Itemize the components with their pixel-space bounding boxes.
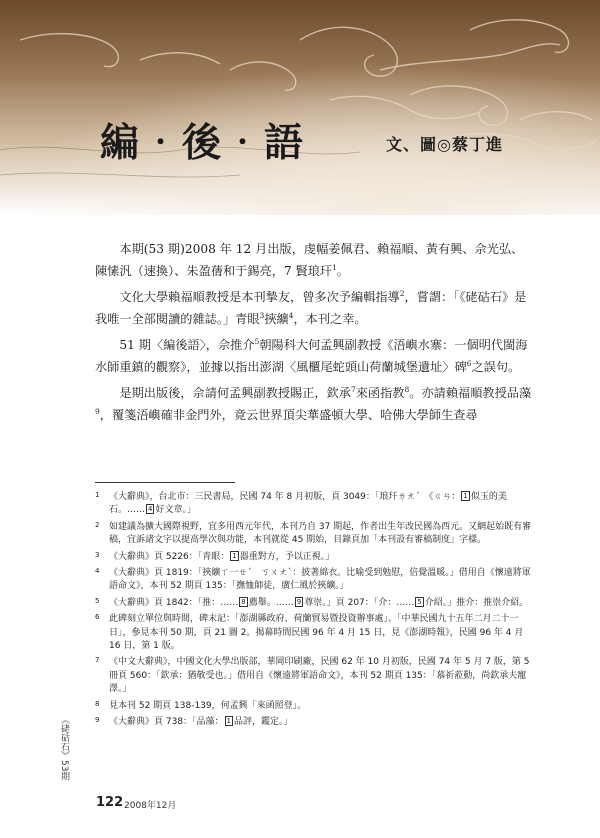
- footnote-ref: 2: [399, 288, 405, 298]
- paragraph-text: ，覆箋浯嶼確非金門外，竟云世界頂尖華盛頓大學、哈佛大學師生查尋: [99, 408, 478, 422]
- paragraph-text: 本期(53 期)2008 年 12 月出版，虔幅姜佩君、賴福順、黃有興、佘光弘、陳愫汎（速換）、朱盈蒨和于錫亮，7 賢琅玕: [95, 242, 524, 278]
- issue-date: 2008年12月: [124, 801, 177, 811]
- footnote-ref: 5: [254, 336, 260, 346]
- footnote-text: 品評，鑑定。」: [234, 717, 293, 728]
- paragraph-1: [95, 238, 535, 282]
- footnote-ref: 7: [350, 384, 356, 394]
- paragraph-text: 朝陽科大何孟興副教授《浯嶼水寨：一個明代閩海水師重鎮的觀察》，並據以指出澎湖〈風櫃尾蛇頭山荷蘭城堡遺址〉碑: [95, 338, 528, 374]
- footnote-text: 此碑刻立單位與時間，碑末記：「澎湖縣政府、荷蘭貿易暨投資辦事處」、「中華民國九十五年二月二十一日」，參見本刊 50 期，頁 21 圖 2。揭幕時間民國 96 年 4 月 15 日，見《澎湖時報》，民國 96 年 4 月 16 日，第 1 版。: [109, 614, 524, 652]
- footnote-number: 6: [95, 613, 100, 622]
- footnote-text: 尊崇。」頁 207：「介：……: [304, 597, 415, 608]
- footnote-ref: 3: [259, 310, 265, 320]
- footnote-3: [95, 551, 535, 564]
- footnote-9: [95, 716, 535, 729]
- paragraph-4: [95, 382, 535, 426]
- paragraph-text: 挾纊: [264, 312, 289, 326]
- paragraph-text: 。亦請賴福順教授品藻: [409, 386, 532, 400]
- footnote-text: 見本刊 52 期頁 138-139，何孟興「來函照登」。: [109, 700, 307, 711]
- footnote-text: 《大辭典》頁 1842：「推：……: [109, 597, 239, 608]
- footnote-text: 似玉的美石。……: [109, 492, 507, 516]
- footnote-ref: 1: [332, 262, 337, 272]
- footnote-number: 9: [95, 716, 100, 725]
- sense-number-box: 8: [241, 597, 246, 606]
- sense-number-box: 5: [417, 597, 422, 606]
- footnote-number: 2: [95, 520, 100, 529]
- footnote-text: 好文章。」: [155, 505, 196, 516]
- footnote-text: 《大辭典》頁 1819：「挾纊ㄒ一ㄝˊ ㄎㄨㄤˋ：披著綿衣。比喻受到勉慰，倍覺溫暖。」借用自《懷遠將軍語命文》，本刊 52 期頁 135：「撫恤師徒，廣仁風於挾纊。」: [109, 568, 531, 592]
- footnote-number: 3: [95, 550, 100, 559]
- sense-number-box: 9: [296, 597, 302, 606]
- footnote-text: 器重對方，予以正視。」: [239, 551, 335, 562]
- footnote-ref: 4: [288, 310, 294, 320]
- sense-number-box: 4: [148, 505, 153, 514]
- page-title: 編‧後‧語: [100, 120, 306, 166]
- footnote-number: 4: [95, 567, 100, 576]
- paragraph-text: 51 期〈編後語〉，佘推介: [119, 338, 255, 352]
- paragraph-text: ，嘗謂：「《硓𥑮石》是我唯一全部閱讀的雜誌。」青眼: [95, 290, 527, 326]
- footnote-2: [95, 521, 535, 548]
- footnote-text: 《大辭典》頁 5226：「青眼：: [109, 551, 230, 562]
- footnote-text: 《大辭典》頁 738：「品藻：: [109, 717, 224, 728]
- paragraph-text: 文化大學賴福順教授是本刊摯友，曾多次予編輯指導: [119, 290, 400, 304]
- footnote-text: 如建議為擴大國際視野，宜多用西元年代，本刊乃自 37 期起，作者出生年改民國為西元。又網起始既有審稿，宜訴諸文字以提高學次與功能，本刊就從 45 期始，目錄頁加「本刊設有審稿制度」字樣。: [109, 521, 532, 546]
- footnote-number: 5: [95, 596, 100, 605]
- author-byline: 文、圖◎蔡丁進: [386, 135, 503, 154]
- footnote-ref: 6: [466, 358, 472, 368]
- footnote-1: [95, 491, 535, 518]
- footnote-7: [95, 656, 535, 696]
- sense-number-box: 1: [463, 492, 468, 500]
- footnote-ref: 9: [95, 406, 100, 416]
- footnote-ref: 8: [404, 384, 410, 394]
- footnote-text: 《大辭典》，台北市：三民書局，民國 74 年 8 月初版，頁 3049：「琅玕ㄌㄤˊ 《ㄍㄢ：: [109, 492, 461, 502]
- footnote-text: 《中文大辭典》，中國文化大學出版部，華岡印刷廠，民國 62 年 10 月初版，民國 74 年 5 月 7 版，第 5 冊頁 560：「欽承：猶敬受也。」借用自《懷遠將軍語命文》，本刊 52 期頁 135：「慕祈蒞動，尚欽承夫寵澤。」: [109, 657, 530, 695]
- header-cloud-background: [0, 0, 600, 215]
- footnote-number: 8: [95, 699, 100, 708]
- journal-issue-label: 《硓𥑮石》53期: [59, 715, 69, 781]
- paragraph-text: 。: [336, 264, 350, 278]
- footnote-6: [95, 613, 535, 653]
- page-number: 122: [96, 795, 124, 810]
- paragraph-2: [95, 286, 535, 330]
- footnote-number: 1: [95, 491, 100, 499]
- sense-number-box: 1: [232, 551, 237, 560]
- paragraph-3: [95, 334, 535, 378]
- footnote-text: 薦舉。……: [248, 597, 294, 608]
- paragraph-text: 來函指教: [355, 386, 405, 400]
- article-body: [95, 238, 535, 430]
- footnote-5: [95, 597, 535, 610]
- footnotes-list: [95, 491, 535, 733]
- paragraph-text: ，本刊之幸。: [293, 312, 367, 326]
- footnote-text: 介紹。」推介：推崇介紹。: [424, 597, 529, 608]
- sense-number-box: 1: [226, 717, 232, 726]
- paragraph-text: 是期出版後，佘請何孟興副教授賜正，欽承: [119, 386, 351, 400]
- footnote-number: 7: [95, 656, 100, 665]
- footnote-8: [95, 700, 535, 713]
- footnote-4: [95, 567, 535, 594]
- footnote-divider: [95, 482, 235, 483]
- paragraph-text: 之誤句。: [471, 360, 521, 374]
